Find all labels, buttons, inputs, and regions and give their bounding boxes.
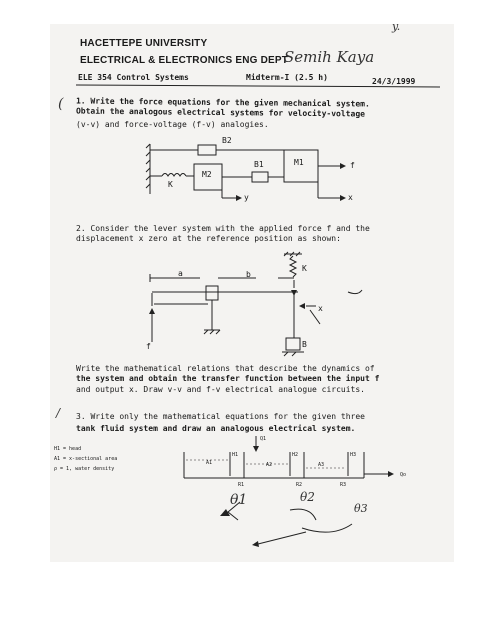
q3-label-r2: R2 [296, 482, 303, 488]
q2-line-1: 2. Consider the lever system with the applied force f and the [76, 224, 370, 233]
q2-lever-diagram [50, 246, 454, 356]
q3-label-r1: R1 [238, 482, 245, 488]
q2-after-line-3: and output x. Draw v-v and f-v electrical analogue circuits. [76, 385, 365, 394]
margin-mark-q1: ( [58, 96, 64, 112]
exam-date: 24/3/1999 [372, 77, 416, 86]
q1-label-x: x [348, 193, 353, 202]
q3-line-1: 3. Write only the mathematical equations for the given three [76, 412, 365, 421]
q2-label-f: f [146, 342, 151, 351]
q1-line-2: Obtain the analogous electrical systems for velocity-voltage [75, 106, 366, 119]
q3-label-h1: H1 [232, 452, 239, 458]
course-title: ELE 354 Control Systems [78, 73, 189, 82]
q3-handwritten-theta-1: θ1 [230, 492, 248, 508]
q3-label-a2: A2 [266, 462, 273, 468]
q1-label-m2: M2 [202, 170, 212, 179]
q1-line-3: (v-v) and force-voltage (f-v) analogies. [76, 120, 269, 129]
q1-label-y: y [244, 193, 249, 202]
q1-label-b2: B2 [222, 136, 232, 145]
q1-label-b1: B1 [254, 160, 264, 169]
q1-label-k: K [168, 180, 173, 189]
corner-mark: y. [392, 24, 401, 33]
q1-mechanical-diagram [50, 136, 454, 206]
q1-label-m1: M1 [294, 158, 304, 167]
q3-label-a3: A3 [318, 462, 325, 468]
q3-handwritten-theta-3: θ3 [354, 502, 368, 515]
q2-after-line-1: Write the mathematical relations that describe the dynamics of [76, 364, 375, 373]
q3-handwritten-theta-2: θ2 [300, 490, 315, 504]
header-rule [50, 84, 454, 88]
exam-paper [50, 24, 454, 562]
q2-after-line-2: the system and obtain the transfer function between the input f [76, 374, 380, 383]
q2-label-x: x [318, 304, 323, 313]
q3-legend-density: ρ = 1, water density [54, 466, 115, 472]
q3-label-r3: R3 [340, 482, 347, 488]
exam-title: Midterm-I (2.5 h) [246, 73, 328, 82]
q3-label-q1: Q1 [260, 436, 267, 442]
q3-label-h2: H2 [292, 452, 299, 458]
q2-label-a: a [178, 269, 183, 278]
q3-label-qo: Qo [400, 472, 407, 478]
university-name: HACETTEPE UNIVERSITY [80, 38, 208, 49]
q3-legend-head: H1 = head [54, 446, 82, 452]
q3-line-2: tank fluid system and draw an analogous electrical system. [76, 424, 356, 433]
q3-label-h3: H3 [350, 452, 357, 458]
q2-label-b: b [246, 270, 251, 279]
q3-label-a1: A1 [206, 460, 213, 466]
handwritten-student-name: Semih Kaya [284, 48, 375, 66]
q2-line-2: displacement x zero at the reference position as shown: [76, 234, 341, 243]
q3-tank-diagram [50, 432, 454, 552]
margin-mark-q3: / [56, 406, 61, 420]
q2-label-damper-b: B [302, 340, 307, 349]
q1-line-1: 1. Write the force equations for the given mechanical system. [75, 96, 370, 109]
department-name: ELECTRICAL & ELECTRONICS ENG DEPT [80, 55, 289, 66]
q3-legend-area: A1 = x-sectional area [54, 456, 118, 462]
q1-label-f: f [350, 161, 355, 170]
q2-label-k: K [302, 264, 307, 273]
